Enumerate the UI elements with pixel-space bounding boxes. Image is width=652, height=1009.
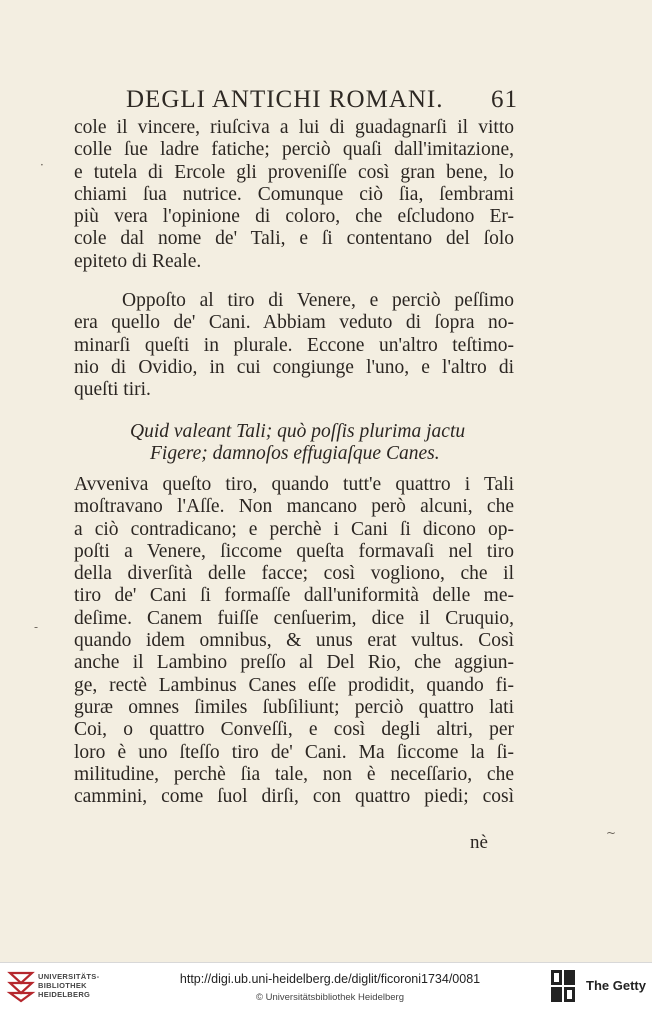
- latin-quotation: [130, 421, 500, 466]
- text-line: Avveniva queſto tiro, quando tutt'e quattro i Tali: [74, 474, 514, 495]
- text-line: cammini, come ſuol dirſi, con quattro piedi; così: [74, 786, 514, 808]
- university-library-logo-icon[interactable]: [6, 969, 36, 1003]
- library-name: UNIVERSITÄTS- BIBLIOTHEK HEIDELBERG: [38, 972, 100, 999]
- text-line: militudine, perchè ſia tale, non è neceſſario, che: [74, 763, 514, 785]
- quote-line: Figere; damnoſos effugiaſque Canes.: [150, 443, 440, 465]
- paragraph-3: [74, 474, 514, 808]
- text-line: minarſi queſti in plurale. Eccone un'altro teſtimo-: [74, 334, 514, 356]
- text-line: moſtravano l'Aſſe. Non mancano però alcuni, che: [74, 496, 514, 518]
- catchword: nè: [470, 832, 488, 853]
- text-line: a ciò contradicano; e perchè i Cani ſi dicono op-: [74, 518, 514, 540]
- text-line: quando idem omnibus, & unus erat vultus. Così: [74, 630, 514, 652]
- text-line: epiteto di Reale.: [74, 250, 202, 272]
- quote-line: Quid valeant Tali; quò poſſis plurima jactu: [130, 421, 466, 442]
- text-line: tiro de' Cani ſi formaſſe dall'uniformità delle me-: [74, 585, 514, 607]
- text-line: e tutela di Ercole gli proveniſſe così gran bene, lo: [74, 161, 514, 183]
- text-line: cole dal nome de' Tali, e ſi contentano del ſolo: [74, 228, 514, 250]
- text-line: era quello de' Cani. Abbiam veduto di ſopra no-: [74, 312, 514, 334]
- text-line: deſime. Canem fuiſſe cenſuerim, dice il Cruquio,: [74, 607, 514, 629]
- text-line: nio di Ovidio, in cui congiunge l'uno, e l'altro di: [74, 356, 514, 378]
- text-line: queſti tiri.: [74, 379, 151, 401]
- text-line: poſti a Venere, ſiccome queſta formavaſi nel tiro: [74, 540, 514, 562]
- text-line: più vera l'opinione di coloro, che eſcludono Er-: [74, 206, 514, 228]
- text-line: chiami ſua nutrice. Comunque ciò ſia, ſembrami: [74, 183, 514, 205]
- running-title: DEGLI ANTICHI ROMANI.: [126, 86, 444, 113]
- text-line: loro è uno ſteſſo tiro de' Cani. Ma ſiccome la ſi-: [74, 741, 514, 763]
- getty-logo-icon[interactable]: [550, 969, 576, 1003]
- copyright-notice: © Universitätsbibliothek Heidelberg: [256, 992, 404, 1003]
- text-line: anche il Lambino preſſo al Del Rio, che aggiun-: [74, 652, 514, 674]
- permalink-url[interactable]: http://digi.ub.uni-heidelberg.de/diglit/ficoroni1734/0081: [179, 972, 481, 986]
- text-line: ge, rectè Lambinus Canes eſſe prodidit, quando fi-: [74, 674, 514, 696]
- paragraph-2: [74, 290, 514, 401]
- text-line: colle ſue ladre fatiche; perciò quaſi dall'imitazione,: [74, 139, 514, 161]
- text-line: Oppoſto al tiro di Venere, e perciò peſſimo: [122, 290, 514, 311]
- text-line: Coi, o quattro Conveſſi, e così degli altri, per: [74, 719, 514, 741]
- text-line: guræ omnes ſimiles ſubſiliunt; perciò quattro lati: [74, 696, 514, 718]
- page-number: 61: [491, 86, 518, 113]
- paragraph-1: [74, 117, 514, 273]
- text-line: cole il vincere, riuſciva a lui di guadagnarſi il vitto: [74, 117, 514, 138]
- getty-name: The Getty: [586, 978, 646, 993]
- text-line: della diverſità delle facce; così vogliono, che il: [74, 563, 514, 585]
- margin-dot: ~: [606, 826, 617, 840]
- margin-dot: ·: [40, 158, 44, 172]
- margin-dot: -: [34, 620, 39, 634]
- running-header: [126, 86, 518, 114]
- footer-bar: [0, 962, 652, 1009]
